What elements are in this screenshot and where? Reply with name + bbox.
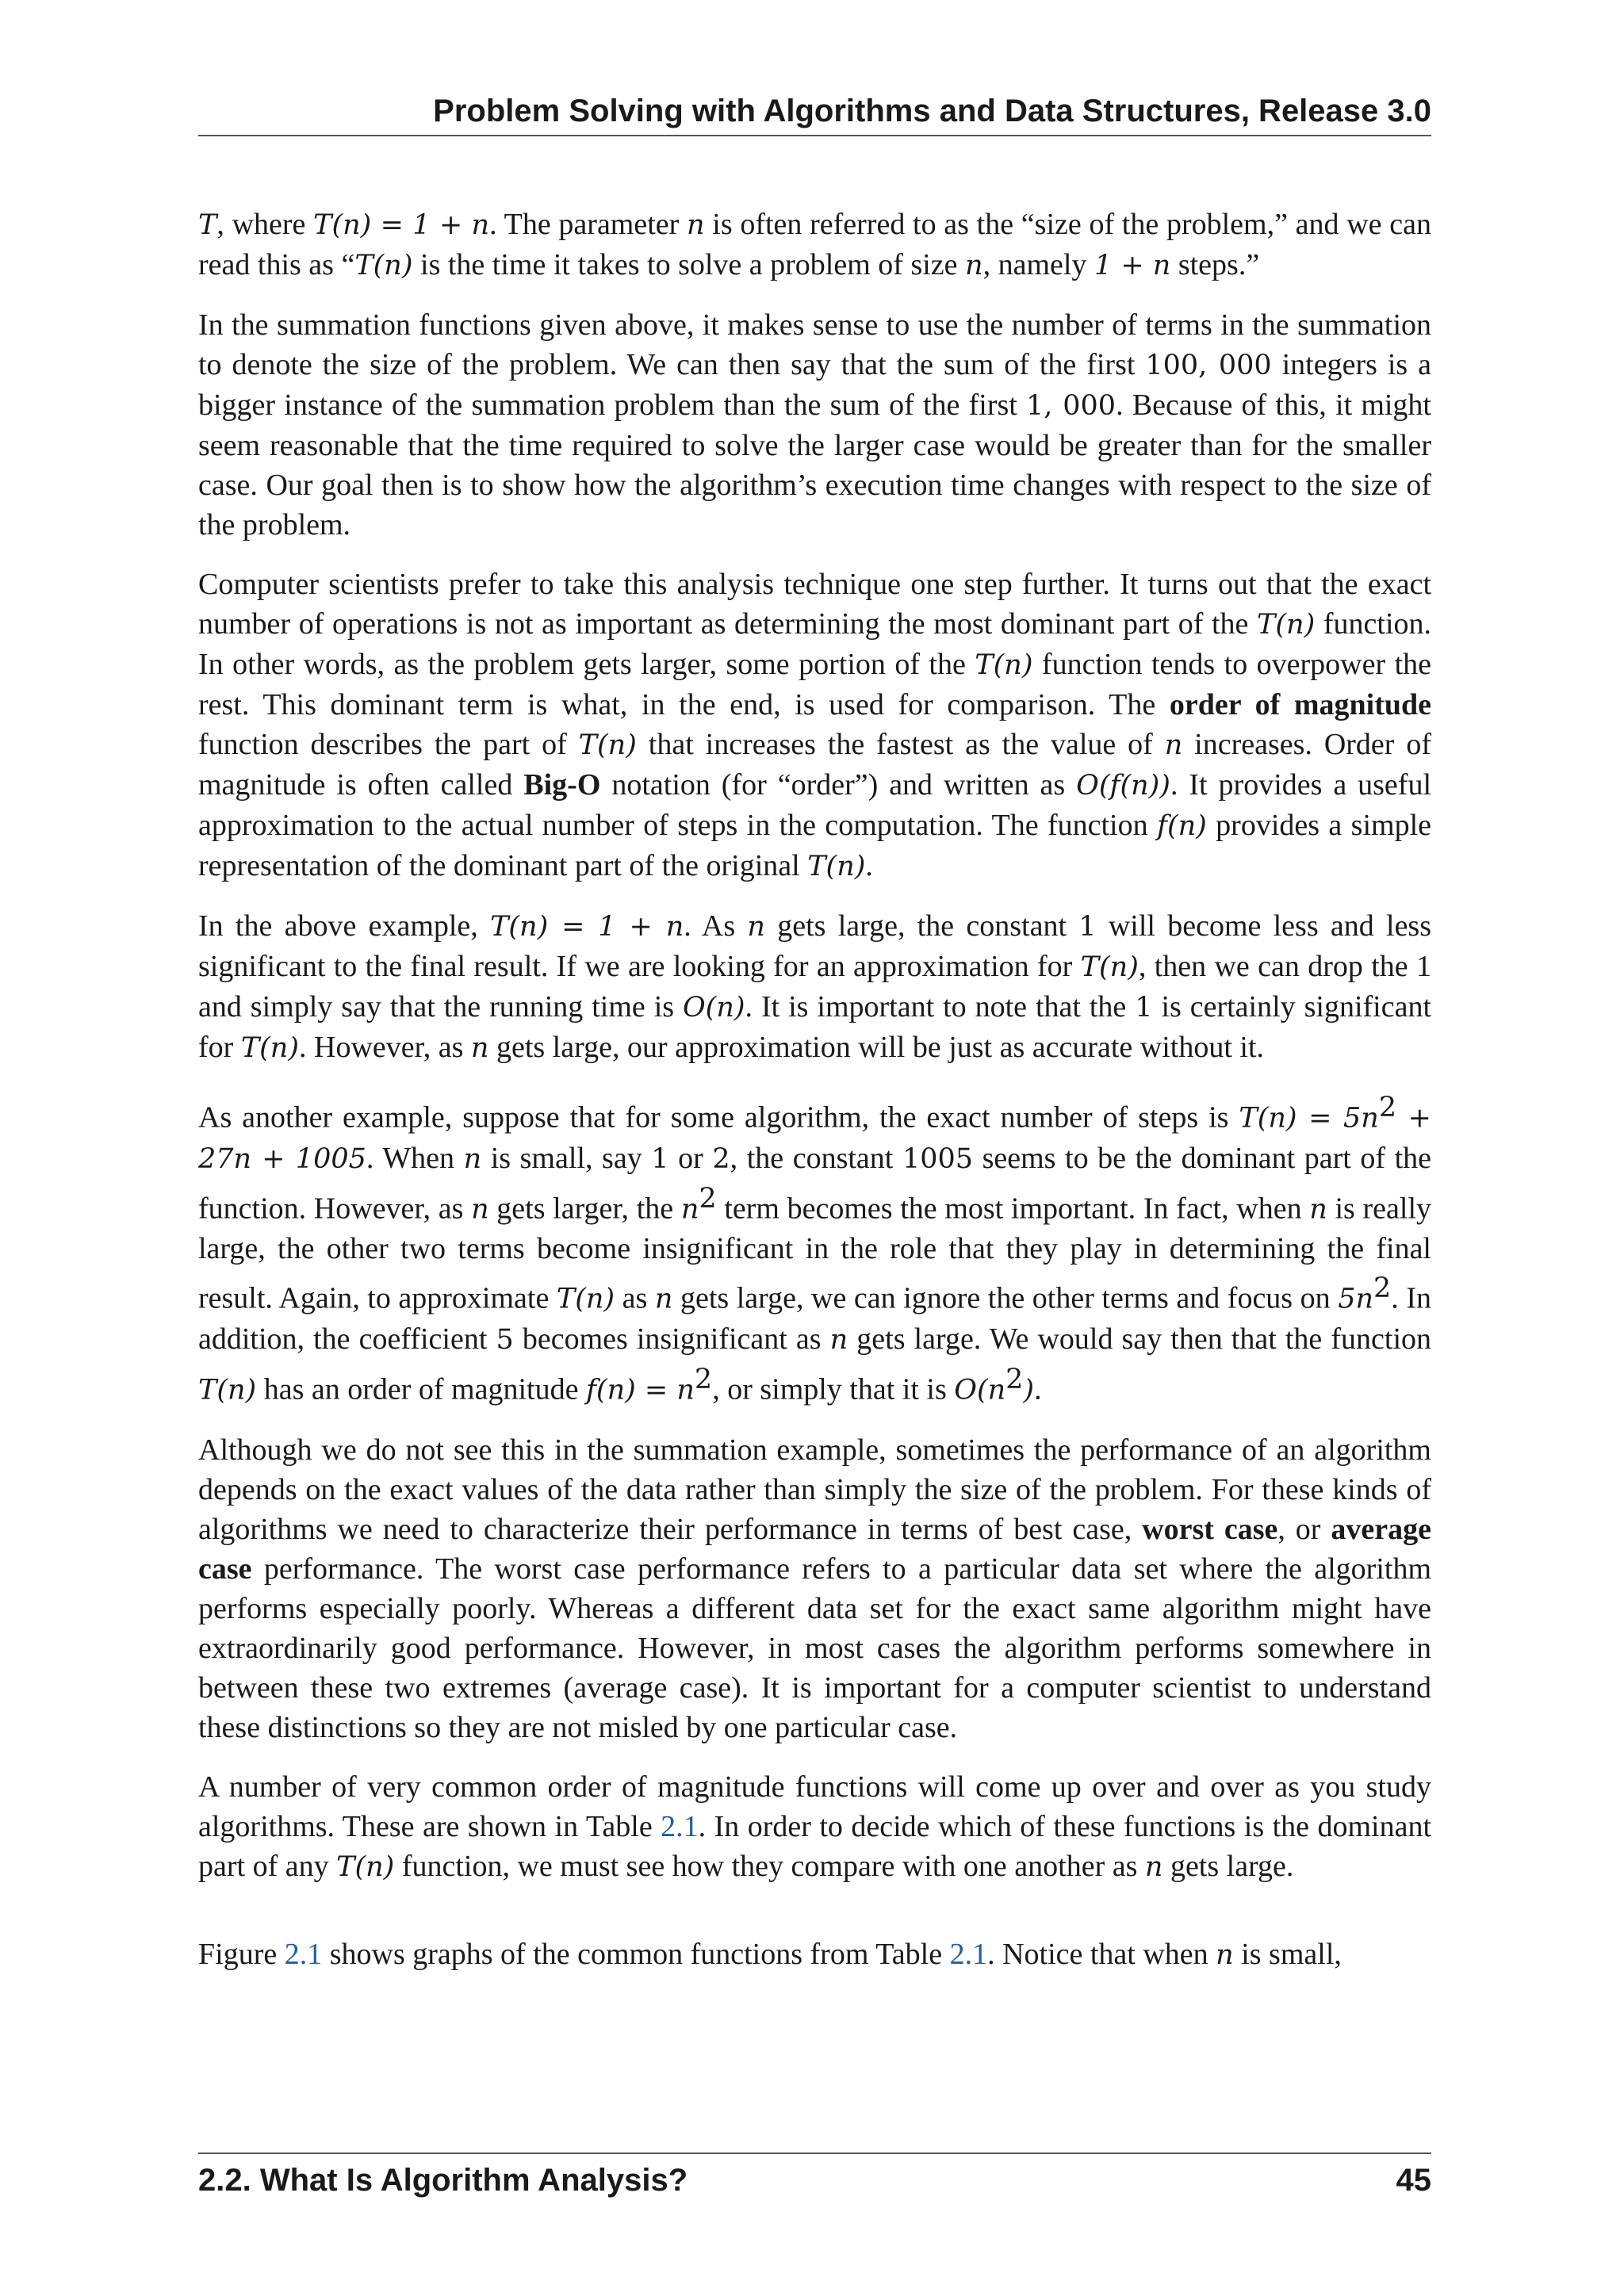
page-footer (198, 2158, 1431, 2202)
paragraph: Computer scientists prefer to take this analysis technique one step further. It turns out that the exact number of operations is not as important as determining the most dominant part of the T(n) function. In other words, as the problem gets larger, some portion of the T(n) function tends to overpower the rest. This dominant term is what, in the end, is used for comparison. The order of magnitude function describes the part of T(n) that increases the fastest as the value of n increases. Order of magnitude is often called Big-O notation (for “order”) and written as O(f(n)). It provides a useful approximation to the actual number of steps in the computation. The function f(n) provides a simple representation of the dominant part of the original T(n). (198, 568, 1432, 882)
term-order-of-magnitude: order of magnitude (1169, 688, 1431, 721)
header-rule (198, 135, 1431, 136)
running-header: Problem Solving with Algorithms and Data Structures, Release 3.0 (433, 94, 1431, 128)
paragraph: As another example, suppose that for some algorithm, the exact number of steps is $T(n) = 5n^2 + 27n + 1005$. When n is small, say 1 or 2, the constant 1005 seems to be the dominant part of the function. However, as n gets larger, the $n^2$ term becomes the most important. In fact, when n is really large, the other two terms become insignificant in the role that they play in determining the final result. Again, to approximate T(n) as n gets large, we can ignore the other terms and focus on $5n^2$. In addition, the coefficient 5 becomes insignificant as n gets large. We would say then that the function T(n) has an order of magnitude $f(n) = n^2$, or simply that it is $O(n^2)$. (198, 1092, 1432, 1406)
paragraph: Figure 2.1 shows graphs of the common functions from Table 2.1. Notice that when n is small, (198, 1937, 1342, 1971)
paragraph: T, where T(n) = 1 + n. The parameter n is often referred to as the “size of the problem,” and we can read this as “T(n) is the time it takes to solve a problem of size n, namely 1 + n steps.” (198, 208, 1431, 281)
table-ref-link[interactable]: 2.1 (949, 1937, 988, 1971)
figure-ref-link[interactable]: 2.1 (284, 1937, 323, 1971)
paragraph: In the summation functions given above, it makes sense to use the number of terms in the summation to denote the size of the problem. We can then say that the sum of the first 100, 000 integers is a bigger instance of the summation problem than the sum of the first 1, 000. Because of this, it might seem reasonable that the time required to solve the larger case would be greater than for the smaller case. Our goal then is to show how the algorithm’s execution time changes with respect to the size of the problem. (198, 308, 1432, 541)
table-ref-link[interactable]: 2.1 (661, 1809, 699, 1843)
term-big-o: Big-O (523, 768, 601, 802)
section-title: 2.2. What Is Algorithm Analysis? (198, 2163, 688, 2198)
paragraph: A number of very common order of magnitude functions will come up over and over as you study algorithms. These are shown in Table 2.1. In order to decide which of these functions is the dominant part of any T(n) function, we must see how they compare with one another as n gets large. (198, 1770, 1431, 1883)
paragraph: In the above example, T(n) = 1 + n. As n gets large, the constant 1 will become less and less significant to the final result. If we are looking for an approximation for T(n), then we can drop the 1 and simply say that the running time is O(n). It is important to note that the 1 is certainly significant for T(n). However, as n gets large, our approximation will be just as accurate without it. (198, 909, 1432, 1064)
paragraph: Although we do not see this in the summation example, sometimes the performance of an algorithm depends on the exact values of the data rather than simply the size of the problem. For these kinds of algorithms we need to characterize their performance in terms of best case, worst case, or average case performance. The worst case performance refers to a particular data set where the algorithm performs especially poorly. Whereas a different data set for the exact same algorithm might have extraordinarily good performance. However, in most cases the algorithm performs somewhere in between these two extremes (average case). It is important for a computer scientist to understand these distinctions so they are not misled by one particular case. (198, 1433, 1431, 1744)
term-average-case: average case (198, 1512, 1431, 1586)
term-worst-case: worst case (1142, 1512, 1278, 1546)
main-text (198, 205, 1431, 1995)
page-number: 45 (1396, 2163, 1431, 2198)
footer-rule (198, 2152, 1431, 2154)
